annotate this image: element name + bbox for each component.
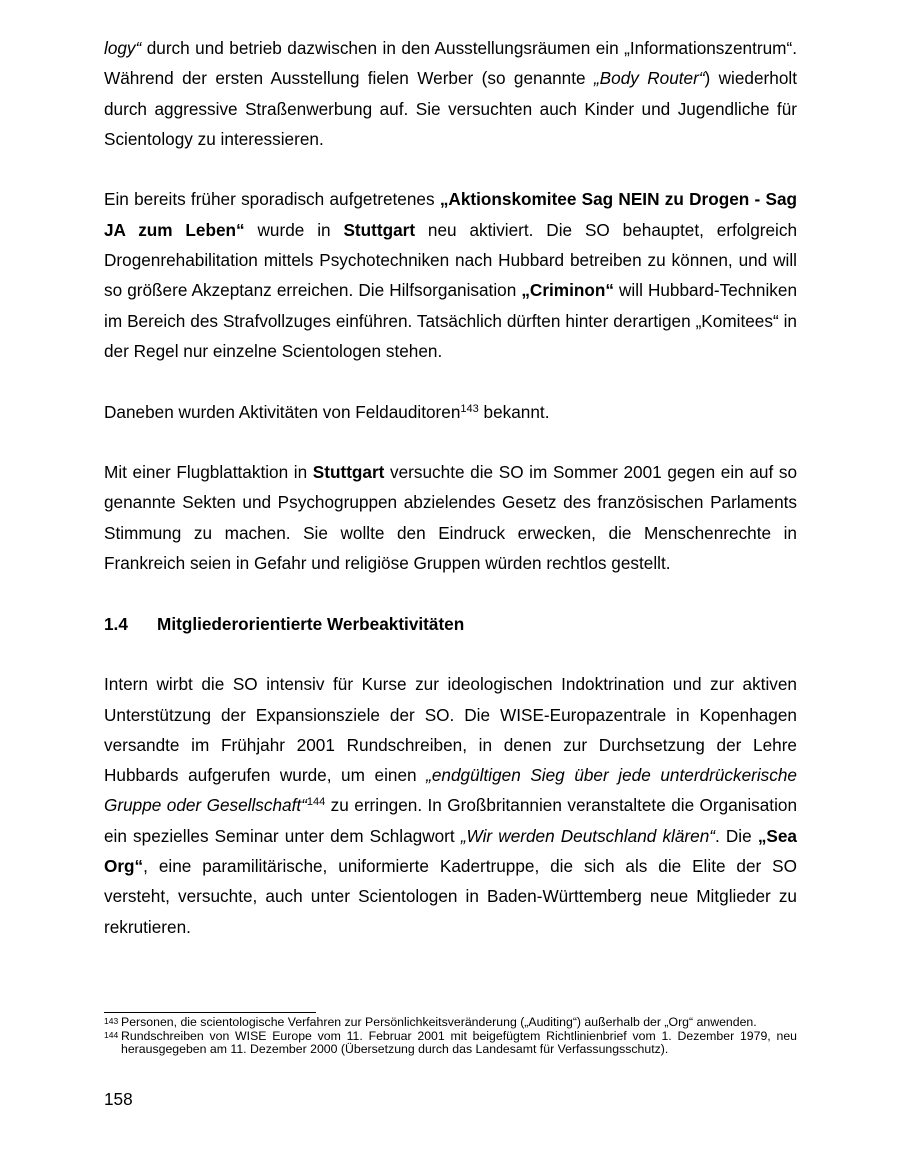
footnote-text: Rundschreiben von WISE Europe vom 11. Februar 2001 mit beigefügtem Richtlinienbrief vom 1. Dezember 1979, neu herausgegeben am 11. Dezember 2000 (Übersetzung durch das Landesamt für Verfassungsschutz). — [121, 1028, 797, 1057]
paragraph-4: Mit einer Flugblattaktion in Stuttgart versuchte die SO im Sommer 2001 gegen ein auf so genannte Sekten und Psychogruppen abzielendes Gesetz des französischen Parlaments Stimmung zu machen. Sie wollte den Eindruck erwecken, die Menschenrechte in Frankreich seien in Gefahr und religiöse Gruppen würden rechtlos gestellt. — [104, 462, 798, 574]
footnote-mark: 144 — [104, 1029, 119, 1040]
section-title: Mitgliederorientierte Werbeaktivitäten — [157, 613, 465, 634]
paragraph-3: Daneben wurden Aktivitäten von Feldauditoren$^{143}$ bekannt. — [104, 401, 550, 422]
paragraph-5: Intern wirbt die SO intensiv für Kurse zur ideologischen Indoktrination und zur aktiven Unterstützung der Expansionsziele der SO. Die WISE-Europazentrale in Kopenhagen versandte im Frühjahr 2001 Rundschreiben, in denen zur Durchsetzung der Lehre Hubbards aufgerufen wurde, um einen „endgültigen Sieg über jede unterdrückerische Gruppe oder Gesellschaft“$^{144}$ zu erringen. In Großbritannien veranstaltete die Organisation ein spezielles Seminar unter dem Schlagwort „Wir werden Deutschland klären“. Die „Sea Org“, eine paramilitärische, uniformierte Kadertruppe, die sich als die Elite der SO versteht, versuchte, auch unter Scientologen in Baden-Württemberg neue Mitglieder zu rekrutieren. — [104, 674, 798, 937]
footnotes — [104, 1016, 797, 1057]
paragraph-1: logy“ durch und betrieb dazwischen in den Ausstellungsräumen ein „Informationszentrum“. Während der ersten Ausstellung fielen Werber (so genannte „Body Router“) wiederholt durch aggressive Straßenwerbung auf. Sie versuchten auch Kinder und Jugendliche für Scientology zu interessieren. — [104, 38, 797, 149]
paragraph-2: Ein bereits früher sporadisch aufgetretenes „Aktionskomitee Sag NEIN zu Drogen - Sag JA zum Leben“ wurde in Stuttgart neu aktiviert. Die SO behauptet, erfolgreich Drogenrehabilitation mittels Psychotechniken nach Hubbard betreiben zu können, und will so größere Akzeptanz erreichen. Die Hilfsorganisation „Criminon“ will Hubbard-Techniken im Bereich des Strafvollzuges einführen. Tatsächlich dürften hinter derartigen „Komitees“ in der Regel nur einzelne Scientologen stehen. — [104, 189, 798, 361]
footnote-divider — [104, 1012, 316, 1013]
footnote-text: Personen, die scientologische Verfahren zur Persönlichkeitsveränderung („Auditing“) außerhalb der „Org“ anwenden. — [121, 1015, 757, 1029]
footnote-ref-143: 143 — [460, 402, 479, 415]
footnote-143 — [104, 1016, 797, 1030]
footnote-ref-144: 144 — [306, 796, 326, 809]
section-heading — [104, 609, 797, 639]
page-body — [104, 33, 797, 942]
page-number: 158 — [104, 1089, 133, 1109]
section-number: 1.4 — [104, 613, 128, 634]
footnote-144 — [104, 1030, 797, 1057]
footnote-mark: 143 — [104, 1016, 119, 1026]
